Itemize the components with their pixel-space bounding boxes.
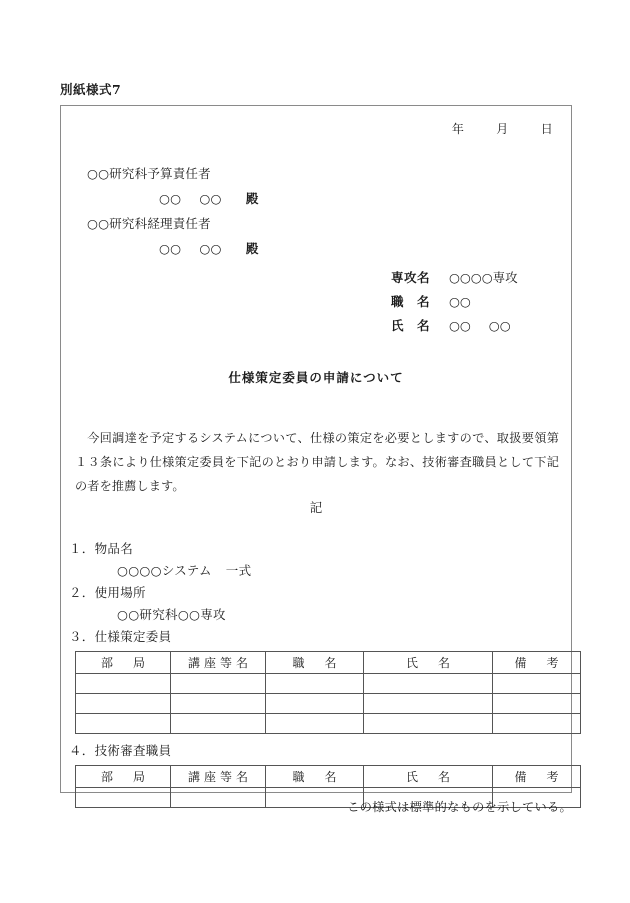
- column-header-bukyoku: 部 局: [76, 652, 171, 674]
- cell-bikou[interactable]: [493, 694, 581, 714]
- addressee-name-accounting: [87, 236, 259, 261]
- sender-major-value: ○○○○専攻: [448, 270, 518, 285]
- addressee-block: [87, 161, 259, 261]
- table-row: [76, 674, 581, 694]
- column-header-bikou: 備 考: [493, 652, 581, 674]
- column-header-shokumei: 職 名: [266, 652, 364, 674]
- cell-bukyoku[interactable]: [76, 674, 171, 694]
- cell-shokumei[interactable]: [266, 694, 364, 714]
- item-3-heading: [69, 626, 559, 648]
- item-1-value-extra: 一式: [225, 563, 252, 578]
- day-label: 日: [540, 122, 553, 136]
- item-3-label: 仕様策定委員: [94, 629, 172, 644]
- date-line: [452, 120, 553, 137]
- column-header-shimei: 氏 名: [364, 652, 493, 674]
- item-3-number: ３．: [69, 629, 95, 644]
- item-1-label: 物品名: [94, 541, 134, 556]
- cell-bikou[interactable]: [493, 714, 581, 734]
- cell-kouza[interactable]: [171, 694, 266, 714]
- sender-name-label: 氏 名: [391, 318, 431, 333]
- cell-kouza[interactable]: [171, 714, 266, 734]
- items-section: [69, 538, 563, 808]
- cell-bukyoku[interactable]: [76, 694, 171, 714]
- cell-shokumei[interactable]: [266, 674, 364, 694]
- column-header-bikou: 備 考: [493, 766, 581, 788]
- body-paragraph-text: 今回調達を予定するシステムについて、仕様の策定を必要としますので、取扱要領第１３条により仕様策定委員を下記のとおり申請します。なお、技術審査職員として下記の者を推薦します。: [75, 431, 559, 493]
- item-2-value: [69, 604, 559, 626]
- table-row: [76, 714, 581, 734]
- addressee-surname-budget: ○○: [159, 191, 182, 206]
- item-2-number: ２．: [69, 585, 95, 600]
- addressee-title-accounting: ○○研究科経理責任者: [87, 216, 211, 231]
- item-4-number: ４．: [69, 743, 95, 758]
- reviewer-table-header-row: [76, 766, 581, 788]
- footer-note: この様式は標準的なものを示している。: [347, 800, 572, 814]
- addressee-title-budget: ○○研究科予算責任者: [87, 166, 211, 181]
- item-2-label: 使用場所: [94, 585, 146, 600]
- sender-name-row: [391, 314, 518, 338]
- sender-name-value: [449, 314, 511, 338]
- month-label: 月: [496, 122, 509, 136]
- cell-shimei[interactable]: [364, 674, 493, 694]
- document-title: 仕様策定委員の申請について: [228, 370, 404, 385]
- column-header-kouza: 講座等名: [171, 766, 266, 788]
- sender-position-label: 職 名: [391, 294, 431, 309]
- item-4-heading: [69, 740, 559, 762]
- sender-major-row: [391, 266, 518, 290]
- sender-position-value: ○○: [448, 294, 471, 309]
- addressee-given-budget: ○○: [199, 191, 222, 206]
- column-header-shimei: 氏 名: [364, 766, 493, 788]
- addressee-given-accounting: ○○: [199, 241, 222, 256]
- addressee-honorific-budget: 殿: [245, 191, 259, 206]
- sender-given: ○○: [488, 318, 511, 333]
- item-2-value-main: ○○研究科○○専攻: [117, 607, 226, 622]
- column-header-bukyoku: 部 局: [76, 766, 171, 788]
- column-header-kouza: 講座等名: [171, 652, 266, 674]
- cell-bikou[interactable]: [493, 674, 581, 694]
- cell-kouza[interactable]: [171, 674, 266, 694]
- cell-shimei[interactable]: [364, 714, 493, 734]
- item-1-number: １．: [69, 541, 95, 556]
- cell-bukyoku[interactable]: [76, 714, 171, 734]
- ki-marker: 記: [309, 500, 323, 515]
- addressee-surname-accounting: ○○: [159, 241, 182, 256]
- addressee-name-budget: [87, 186, 259, 211]
- column-header-shokumei: 職 名: [266, 766, 364, 788]
- sender-block: [391, 266, 518, 338]
- document-frame: [60, 105, 572, 793]
- year-label: 年: [451, 122, 465, 136]
- item-2-heading: [69, 582, 559, 604]
- cell-shimei[interactable]: [364, 694, 493, 714]
- item-1-value-main: ○○○○システム: [117, 563, 212, 578]
- committee-table-header-row: [76, 652, 581, 674]
- item-1-heading: [69, 538, 559, 560]
- committee-table: [75, 651, 581, 734]
- sender-major-label: 専攻名: [391, 270, 431, 285]
- item-1-value: [69, 560, 559, 582]
- sender-surname: ○○: [448, 318, 471, 333]
- form-number-label: 別紙様式7: [60, 82, 122, 97]
- addressee-honorific-accounting: 殿: [245, 241, 259, 256]
- body-paragraph: [75, 426, 559, 498]
- table-row: [76, 694, 581, 714]
- item-4-label: 技術審査職員: [94, 743, 172, 758]
- cell-shokumei[interactable]: [266, 714, 364, 734]
- sender-position-row: [391, 290, 518, 314]
